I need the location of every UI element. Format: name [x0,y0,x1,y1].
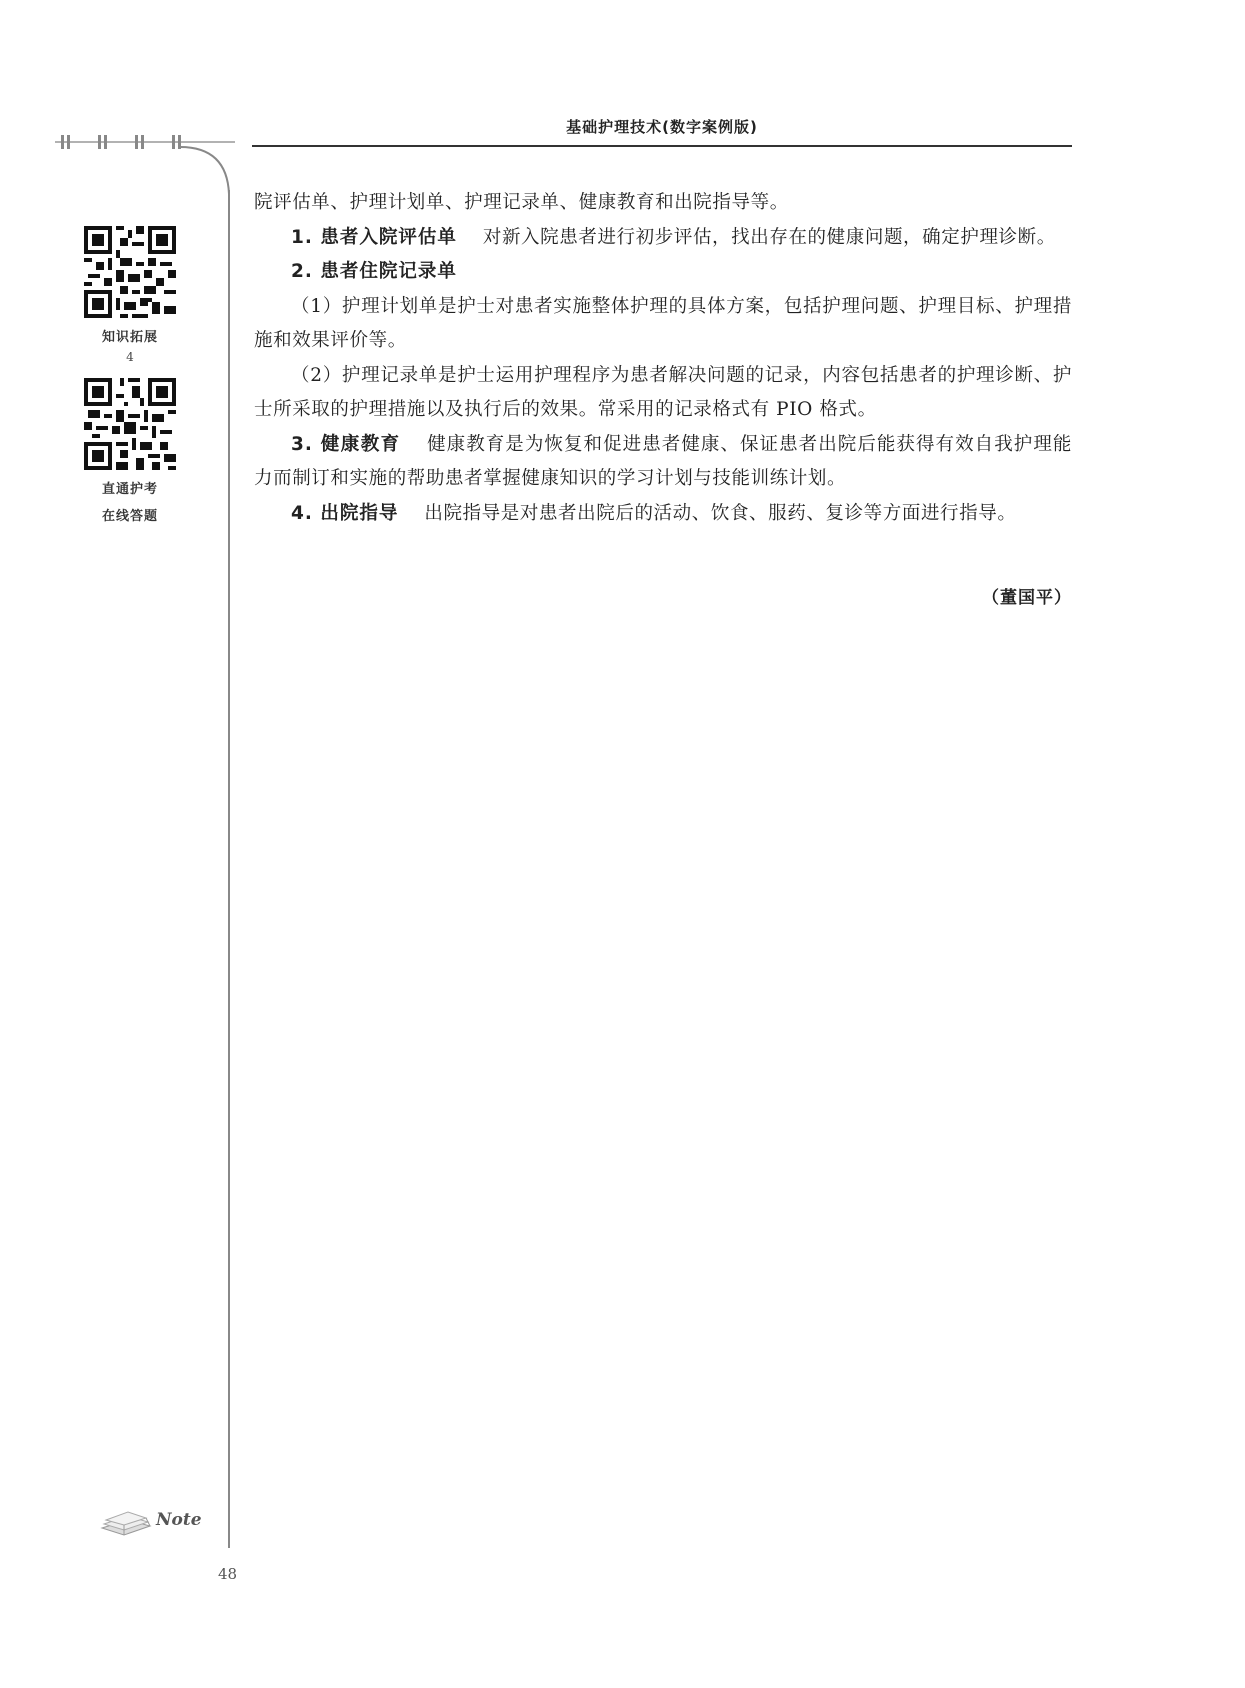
section-1-text: 对新入院患者进行初步评估，找出存在的健康问题，确定护理诊断。 [482,226,1056,248]
section-3 [254,428,1072,497]
header-rule [252,145,1072,147]
qr1-label: 知识拓展 [101,330,158,345]
section-2-paragraph-2: （2）护理记录单是护士运用护理程序为患者解决问题的记录，内容包括患者的护理诊断、护士所采取的护理措施以及执行后的效果。常采用的记录格式有 PIO 格式。 [254,364,1072,420]
qr-code-exam-practice[interactable] [84,378,176,470]
section-4 [254,497,1072,532]
section-2-paragraph-1: （1）护理计划单是护士对患者实施整体护理的具体方案，包括护理问题、护理目标、护理措施和效果评价等。 [254,295,1072,351]
author-credit: （董国平） [982,588,1072,608]
qr2-label-line1: 直通护考 [101,482,158,497]
qr1-number: 4 [126,350,134,364]
section-4-text: 出院指导是对患者出院后的活动、饮食、服药、复诊等方面进行指导。 [424,502,1017,524]
section-2-heading: 2. 患者住院记录单 [291,261,457,282]
qr-code-knowledge-extension[interactable] [84,226,176,318]
running-header-title: 基础护理技术(数字案例版) [566,118,758,136]
page-number: 48 [218,1565,238,1583]
note-label: Note [156,1510,202,1530]
note-book-icon [98,1502,158,1546]
intro-paragraph: 院评估单、护理计划单、护理记录单、健康教育和出院指导等。 [254,192,789,213]
margin-vertical-line [228,190,230,1548]
section-3-heading: 3. 健康教育 [291,433,401,455]
margin-curve [180,146,240,200]
main-content [254,186,1072,531]
section-1 [254,221,1072,256]
qr2-label-line2: 在线答题 [101,509,158,524]
section-3-text: 健康教育是为恢复和促进患者健康、保证患者出院后能获得有效自我护理能力而制订和实施的帮助患者掌握健康知识的学习计划与技能训练计划。 [254,433,1072,489]
section-2-heading-line [254,255,1072,290]
section-1-heading: 1. 患者入院评估单 [291,226,457,248]
section-4-heading: 4. 出院指导 [291,502,399,524]
